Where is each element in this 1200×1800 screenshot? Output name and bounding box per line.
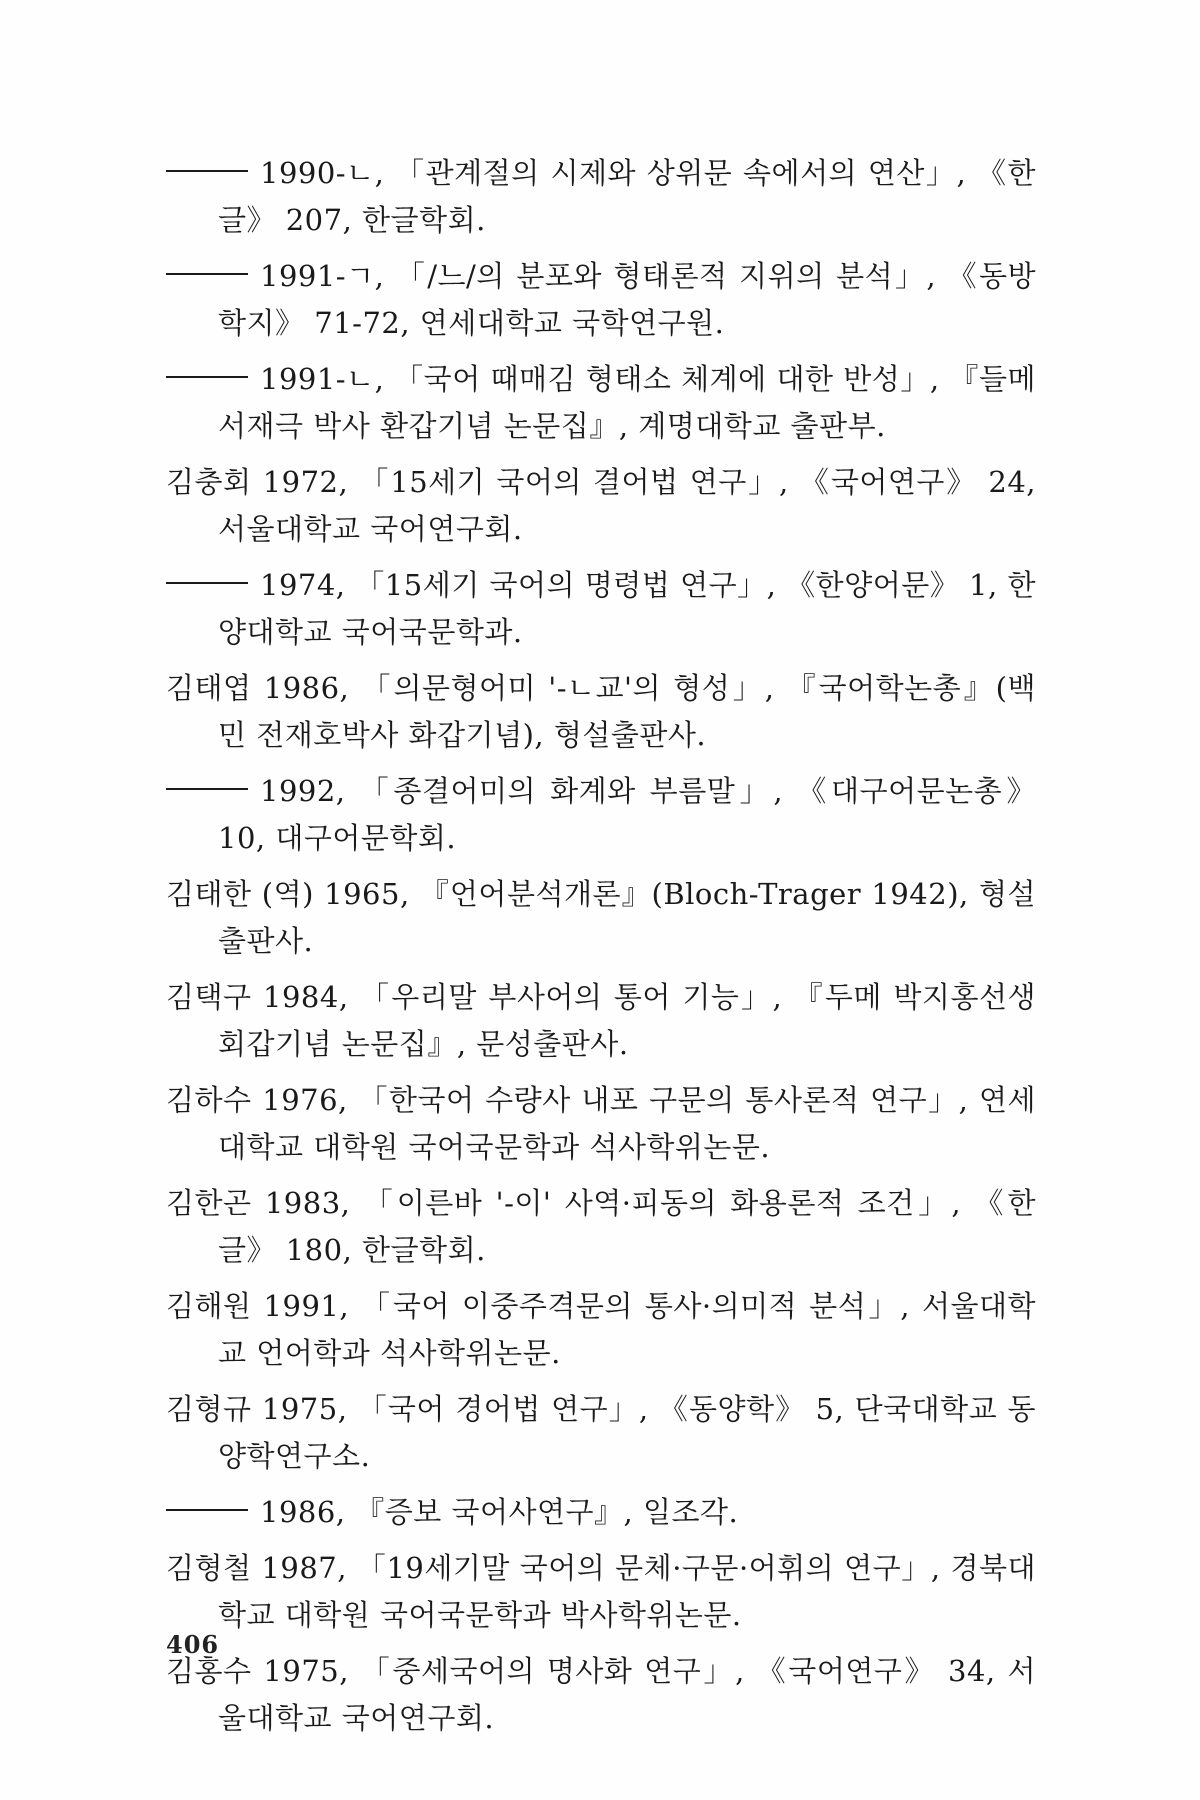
reference-text: 1986, 「의문형어미 '-ㄴ교'의 형성」, 『국어학논총』(백민 전재호박사 화갑기념), 형설출판사.: [218, 671, 1036, 752]
reference-text: 1990-ㄴ, 「관계절의 시제와 상위문 속에서의 연산」, 《한글》 207, 한글학회.: [218, 156, 1036, 237]
reference-text: 1976, 「한국어 수량사 내포 구문의 통사론적 연구」, 연세대학교 대학원 국어국문학과 석사학위논문.: [218, 1083, 1036, 1164]
reference-entry: [166, 665, 1036, 759]
ditto-dash: [166, 1513, 248, 1515]
reference-entry: [166, 768, 1036, 862]
reference-text: (역) 1965, 『언어분석개론』(Bloch-Trager 1942), 형설출판사.: [218, 877, 1036, 958]
reference-author: 김형규: [166, 1392, 252, 1426]
reference-entry: [166, 1180, 1036, 1274]
reference-entry: [166, 253, 1036, 347]
ditto-dash: [166, 380, 248, 382]
reference-author: 김형철: [166, 1551, 252, 1585]
reference-text: 1983, 「이른바 '-이' 사역·피동의 화용론적 조건」, 《한글》 180, 한글학회.: [218, 1186, 1036, 1267]
ditto-dash: [166, 277, 248, 279]
reference-text: 1972, 「15세기 국어의 결어법 연구」, 《국어연구》 24, 서울대학교 국어연구회.: [218, 465, 1036, 546]
reference-author: 김택구: [166, 980, 252, 1014]
reference-text: 1984, 「우리말 부사어의 통어 기능」, 『두메 박지홍선생 회갑기념 논문집』, 문성출판사.: [218, 980, 1036, 1061]
reference-entry: [166, 871, 1036, 965]
reference-entry: [166, 1077, 1036, 1171]
reference-text: 1986, 『증보 국어사연구』, 일조각.: [260, 1495, 739, 1529]
reference-entry: [166, 1545, 1036, 1639]
reference-text: 1987, 「19세기말 국어의 문체·구문·어휘의 연구」, 경북대학교 대학원 국어국문학과 박사학위논문.: [218, 1551, 1037, 1632]
reference-text: 1991-ㄱ, 「/느/의 분포와 형태론적 지위의 분석」, 《동방학지》 71-72, 연세대학교 국학연구원.: [218, 259, 1036, 340]
reference-text: 1991-ㄴ, 「국어 때매김 형태소 체계에 대한 반성」, 『들메 서재극 박사 환갑기념 논문집』, 계명대학교 출판부.: [218, 362, 1036, 443]
reference-list: [166, 150, 1036, 1751]
reference-entry: [166, 974, 1036, 1068]
page-number: 406: [166, 1630, 220, 1659]
reference-text: 1974, 「15세기 국어의 명령법 연구」, 《한양어문》 1, 한양대학교 국어국문학과.: [218, 568, 1036, 649]
reference-author: 김태한: [166, 877, 252, 911]
reference-text: 1991, 「국어 이중주격문의 통사·의미적 분석」, 서울대학교 언어학과 석사학위논문.: [218, 1289, 1037, 1370]
reference-entry: [166, 1283, 1036, 1377]
reference-text: 1975, 「중세국어의 명사화 연구」, 《국어연구》 34, 서울대학교 국어연구회.: [218, 1654, 1037, 1735]
reference-author: 김태엽: [166, 671, 252, 705]
reference-entry: [166, 459, 1036, 553]
ditto-dash: [166, 174, 248, 176]
reference-entry: [166, 1648, 1036, 1742]
reference-author: 김해원: [166, 1289, 252, 1323]
reference-text: 1992, 「종결어미의 화계와 부름말」, 《대구어문논총》 10, 대구어문학회.: [218, 774, 1036, 855]
reference-author: 김하수: [166, 1083, 252, 1117]
ditto-dash: [166, 586, 248, 588]
reference-entry: [166, 1386, 1036, 1480]
reference-entry: [166, 1489, 1036, 1536]
reference-entry: [166, 562, 1036, 656]
reference-author: 김한곤: [166, 1186, 252, 1220]
reference-text: 1975, 「국어 경어법 연구」, 《동양학》 5, 단국대학교 동양학연구소.: [218, 1392, 1037, 1473]
reference-author: 김충회: [166, 465, 252, 499]
reference-entry: [166, 150, 1036, 244]
reference-entry: [166, 356, 1036, 450]
ditto-dash: [166, 792, 248, 794]
reference-author: 김홍수: [166, 1654, 252, 1688]
